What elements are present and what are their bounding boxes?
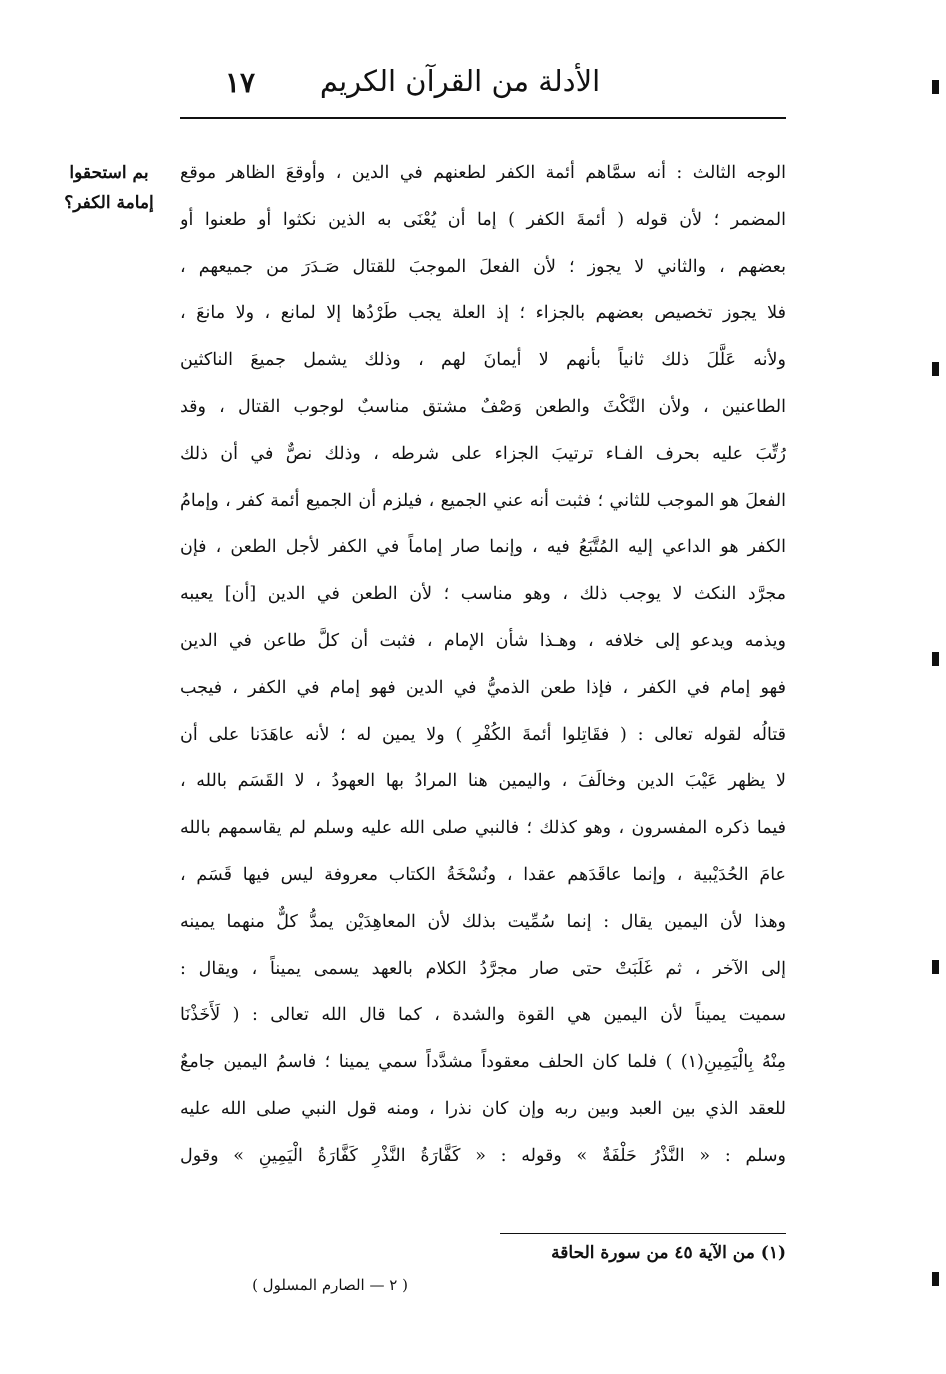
scan-edge-mark	[932, 80, 939, 94]
scan-edge-mark	[932, 652, 939, 666]
text-line: سميت يميناً لأن اليمين هي القوة والشدة ، كما قال الله تعالى : ( لَأَخَذْنَا	[180, 1005, 786, 1026]
text-line: فلا يجوز تخصيص بعضهم بالجزاء ؛ إذ العلة يجب طَرْدُها إلا لمانع ، ولا مانعَ ،	[180, 303, 786, 324]
text-line: وهذا لأن اليمين يقال : إنما سُمِّيت بذلك لأن المعاهِدَيْن يمدُّ كلٌّ منهما يمينه	[180, 911, 786, 932]
text-line: فهو إمام في الكفر ، فإذا طعن الذميُّ في الدين فهو إمام في الكفر ، فيجب	[180, 677, 786, 698]
text-line: الوجه الثالث : أنه سمَّاهم أئمة الكفر لطعنهم في الدين ، وأوقعَ الظاهر موقع	[180, 163, 786, 183]
text-line: رُتِّبَ عليه بحرف الفـاء ترتيبَ الجزاء على شرطه ، وذلك نصٌّ في أن ذلك	[180, 443, 786, 464]
text-line: لا يظهر عَيْبَ الدين وخالَفَ ، واليمين هنا المرادُ بها العهودُ ، لا القَسَم بالله ،	[180, 771, 786, 792]
text-line: للعقد الذي بين العبد وبين ربه وإن كان نذرا ، ومنه قول النبي صلى الله عليه	[180, 1098, 786, 1119]
text-line: عامَ الحُدَيْبية ، وإنما عاقَدَهم عقدا ، ونُسْخَةُ الكتاب معروفة ليس فيها قَسَم ،	[180, 864, 786, 885]
margin-note-line: إمامة الكفر؟	[64, 193, 154, 213]
text-line: وسلم : « النَّذْرُ حَلْفَةٌ » وقوله : « كَفَّارَةُ النَّذْرِ كَفَّارَةُ الْيَمِينِ » وقول	[180, 1145, 786, 1166]
header-divider	[180, 117, 786, 119]
body-text	[180, 150, 786, 1180]
text-line: ويذمه ويدعو إلى خلافه ، وهـذا شأن الإمام ، فثبت أن كلَّ طاعن في الدين	[180, 630, 786, 651]
text-line: الطاعنين ، ولأن النَّكْثَ والطعن وَصْفٌ مشتق مناسبٌ لوجوب القتال ، وقد	[180, 396, 786, 417]
printer-signature: ( ٢ — الصارم المسلول )	[252, 1276, 408, 1294]
text-line: الفعلَ هو الموجب للثاني ؛ فثبت أنه عني الجميع ، فيلزم أن الجميع أئمة كفر ، وإمامُ	[180, 490, 786, 511]
text-line: إلى الآخر ، ثم غَلَبَتْ حتى صار مجرَّدُ الكلام بالعهد يسمى يميناً ، ويقال :	[180, 958, 786, 979]
text-line: بعضهم ، والثاني لا يجوز ؛ لأن الفعلَ الموجبَ للقتال صَـدَرَ من جميعهم ،	[180, 256, 786, 277]
text-line: المضمر ؛ لأن قوله ( أئمةَ الكفر ) إما أن يُعْنَى به الذين نكثوا أو طعنوا أو	[180, 209, 786, 230]
text-line: ولأنه عَلَّلَ ذلك ثانياً بأنهم لا أيمانَ لهم ، وذلك يشمل جميعَ الناكثين	[180, 350, 786, 371]
scan-edge-mark	[932, 1272, 939, 1286]
scan-edge-mark	[932, 960, 939, 974]
text-line: مِنْهُ بِالْيَمِينِ(١) ) فلما كان الحلف معقوداً مشدَّداً سمي يمينا ؛ فاسمُ اليمين جامعٌ	[180, 1052, 786, 1073]
footnote: (١) من الآية ٤٥ من سورة الحاقة	[551, 1243, 786, 1263]
text-line: فيما ذكره المفسرون ، وهو كذلك ؛ فالنبي صلى الله عليه وسلم لم يقاسمهم بالله	[180, 818, 786, 839]
scan-edge-mark	[932, 362, 939, 376]
text-line: قتالُه لقوله تعالى : ( فقَاتِلوا أئمةَ الكُفْرِ ) ولا يمين له ؛ لأنه عاهَدَنا على أن	[180, 724, 786, 745]
page-number: ١٧	[224, 66, 256, 99]
margin-note	[50, 158, 168, 218]
margin-note-line: بم استحقوا	[69, 163, 149, 183]
footnote-divider	[500, 1233, 786, 1234]
text-line: الكفر هو الداعي إليه المُتَّبَعُ فيه ، وإنما صار إماماً في الكفر لأجل الطعن ، فإن	[180, 537, 786, 558]
text-line: مجرَّد النكث لا يوجب ذلك ، وهو مناسب ؛ لأن الطعن في الدين [أن] يعيبه	[180, 584, 786, 605]
running-header-title: الأدلة من القرآن الكريم	[319, 64, 601, 98]
